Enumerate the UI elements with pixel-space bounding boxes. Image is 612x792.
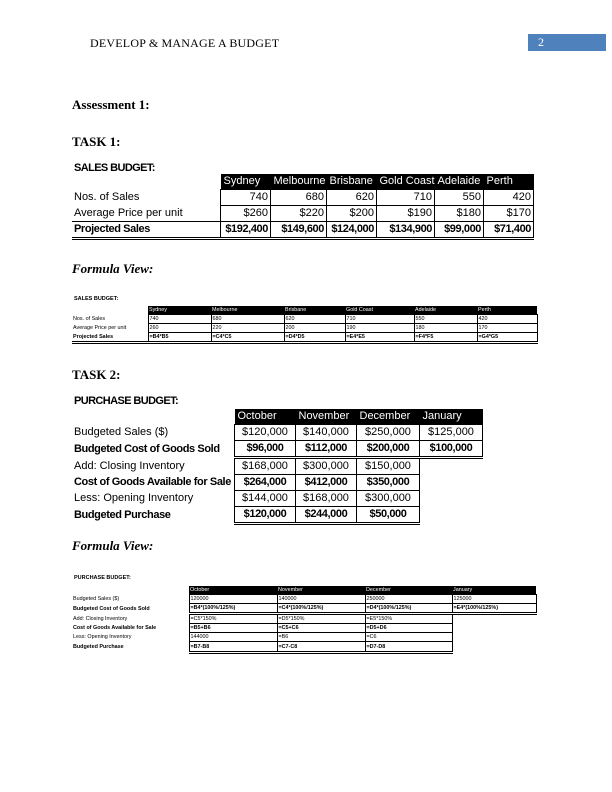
purchase-budget-table (72, 409, 483, 525)
row-label: Add: Closing Inventory (73, 615, 128, 622)
table-row (72, 491, 483, 507)
column-header: December (357, 409, 420, 425)
column-header: Perth (484, 174, 534, 190)
table-row (72, 475, 483, 491)
column-header: Sydney (221, 174, 271, 190)
table-cell: $168,000 (235, 458, 296, 475)
table-row (72, 604, 536, 614)
sales-budget-title: SALES BUDGET: (74, 162, 155, 174)
table-header-row (72, 586, 536, 595)
table-cell: =D5+D6 (365, 624, 452, 633)
table-row (72, 624, 536, 633)
table-cell: 180 (414, 324, 477, 333)
column-header: Gold Coast (345, 306, 414, 315)
table-cell: 200 (284, 324, 345, 333)
table-cell: 190 (345, 324, 414, 333)
row-label: Budgeted Sales ($) (73, 596, 120, 602)
table-cell: =C6 (365, 633, 452, 642)
table-cell: 125000 (452, 595, 536, 604)
table-cell: =C5*150% (189, 614, 277, 624)
table-header-row (72, 409, 483, 425)
table-cell: $50,000 (357, 507, 420, 524)
column-header: October (235, 409, 296, 425)
row-label: Cost of Goods Available for Sale (74, 476, 231, 488)
table-cell: 250000 (365, 595, 452, 604)
formula-view-heading: Formula View: (72, 261, 154, 276)
page-number: 2 (528, 34, 606, 51)
table-cell: $190 (377, 206, 435, 222)
row-label: Cost of Goods Available for Sale (73, 625, 157, 631)
table-cell: $112,000 (296, 441, 357, 458)
table-cell: $200 (327, 206, 377, 222)
table-cell: 170 (477, 324, 537, 333)
table-cell: =C4*C5 (211, 333, 284, 343)
row-label: Projected Sales (72, 333, 148, 343)
column-header: November (277, 586, 365, 595)
column-header: Brisbane (327, 174, 377, 190)
table-cell: 710 (377, 190, 435, 206)
table-cell: 260 (148, 324, 211, 333)
table-cell: 620 (327, 190, 377, 206)
table-cell: =D4*D5 (284, 333, 345, 343)
table-cell: =C4*(100%/125%) (277, 604, 365, 614)
table-cell: 620 (284, 315, 345, 324)
table-cell: $150,000 (357, 458, 420, 475)
table-cell: 550 (435, 190, 484, 206)
table-cell: =E4*E5 (345, 333, 414, 343)
table-cell: $220 (271, 206, 327, 222)
row-label: Nos. of Sales (74, 191, 140, 203)
table-cell: $192,400 (221, 222, 271, 239)
table-row (72, 614, 536, 624)
table-cell: $168,000 (296, 491, 357, 507)
row-label: Add: Closing Inventory (74, 459, 185, 472)
table-cell: $125,000 (420, 425, 483, 441)
row-label: Less: Opening Inventory (74, 492, 194, 504)
table-cell: =D5*150% (277, 614, 365, 624)
table-cell: $200,000 (357, 441, 420, 458)
table-cell: 120000 (189, 595, 277, 604)
table-cell: 144000 (189, 633, 277, 642)
row-label: Nos. of Sales (73, 316, 106, 322)
table-row (72, 425, 483, 441)
table-row (72, 190, 534, 206)
column-header: October (189, 586, 277, 595)
column-header: November (296, 409, 357, 425)
table-cell: $96,000 (235, 441, 296, 458)
table-cell: 140000 (277, 595, 365, 604)
column-header: January (420, 409, 483, 425)
table-cell: $71,400 (484, 222, 534, 239)
table-cell: 420 (477, 315, 537, 324)
table-cell: =D4*(100%/125%) (365, 604, 452, 614)
table-cell: =B4*B5 (148, 333, 211, 343)
table-cell: 550 (414, 315, 477, 324)
table-cell: $260 (221, 206, 271, 222)
table-header-row (72, 306, 537, 315)
column-header: Melbourne (271, 174, 327, 190)
row-label: Budgeted Purchase (73, 643, 124, 650)
table-row (72, 333, 537, 343)
table-cell: 680 (271, 190, 327, 206)
header-title: DEVELOP & MANAGE A BUDGET (90, 36, 280, 50)
table-cell: =B7-B8 (189, 642, 277, 653)
row-label: Projected Sales (72, 222, 221, 239)
row-label: Budgeted Sales ($) (74, 426, 169, 438)
table-cell: 220 (211, 324, 284, 333)
column-header: Perth (477, 306, 537, 315)
table-cell: $300,000 (357, 491, 420, 507)
table-cell: $100,000 (420, 441, 483, 458)
row-label: Less: Opening Inventory (73, 634, 132, 640)
column-header: Adelaide (435, 174, 484, 190)
table-cell: =C5+C6 (277, 624, 365, 633)
table-cell: =B6 (277, 633, 365, 642)
task2-heading: TASK 2: (72, 367, 121, 382)
table-cell: =B5+B6 (189, 624, 277, 633)
table-cell: $144,000 (235, 491, 296, 507)
table-header-row (72, 174, 534, 190)
table-cell: =D7-D8 (365, 642, 452, 653)
table-cell: $180 (435, 206, 484, 222)
column-header: January (452, 586, 536, 595)
column-header: December (365, 586, 452, 595)
table-cell: $140,000 (296, 425, 357, 441)
table-row (72, 633, 536, 642)
table-cell: =G4*G5 (477, 333, 537, 343)
table-row (72, 222, 534, 239)
table-row (72, 315, 537, 324)
row-label: Budgeted Purchase (74, 508, 171, 521)
table-cell: $120,000 (235, 425, 296, 441)
sales-formula-table (72, 306, 538, 344)
column-header: Brisbane (284, 306, 345, 315)
column-header: Gold Coast (377, 174, 435, 190)
purchase-formula-title: PURCHASE BUDGET: (74, 575, 131, 581)
table-cell: $250,000 (357, 425, 420, 441)
sales-formula-title: SALES BUDGET: (74, 296, 119, 302)
column-header: Sydney (148, 306, 211, 315)
purchase-formula-table (72, 586, 537, 654)
table-cell: $124,000 (327, 222, 377, 239)
formula-view-heading: Formula View: (72, 538, 154, 553)
table-cell: =C7-C8 (277, 642, 365, 653)
table-cell: 740 (221, 190, 271, 206)
table-cell: 680 (211, 315, 284, 324)
table-cell: 420 (484, 190, 534, 206)
task1-heading: TASK 1: (72, 134, 121, 149)
table-cell: 710 (345, 315, 414, 324)
column-header: Melbourne (211, 306, 284, 315)
table-cell: 740 (148, 315, 211, 324)
sales-budget-table (72, 174, 534, 240)
table-row (72, 507, 483, 524)
table-cell: $300,000 (296, 458, 357, 475)
row-label: Budgeted Cost of Goods Sold (74, 442, 220, 455)
table-cell: $412,000 (296, 475, 357, 491)
table-row (72, 324, 537, 333)
table-cell: $170 (484, 206, 534, 222)
table-cell: =F4*F5 (414, 333, 477, 343)
table-row (72, 458, 483, 475)
table-cell: $264,000 (235, 475, 296, 491)
row-label: Average Price per unit (73, 325, 127, 331)
table-cell: $120,000 (235, 507, 296, 524)
table-cell: =E5*150% (365, 614, 452, 624)
table-row (72, 206, 534, 222)
row-label: Average Price per unit (72, 206, 221, 222)
table-cell: $244,000 (296, 507, 357, 524)
table-row (72, 595, 536, 604)
table-cell: =E4*(100%/125%) (452, 604, 536, 614)
column-header: Adelaide (414, 306, 477, 315)
table-cell: $350,000 (357, 475, 420, 491)
table-cell: $99,000 (435, 222, 484, 239)
purchase-budget-title: PURCHASE BUDGET: (74, 395, 179, 407)
table-cell: =B4*(100%/125%) (189, 604, 277, 614)
row-label: Budgeted Cost of Goods Sold (73, 605, 150, 612)
table-row (72, 441, 483, 458)
table-row (72, 642, 536, 653)
table-cell: $149,600 (271, 222, 327, 239)
table-cell: $134,900 (377, 222, 435, 239)
assessment-heading: Assessment 1: (72, 97, 150, 112)
